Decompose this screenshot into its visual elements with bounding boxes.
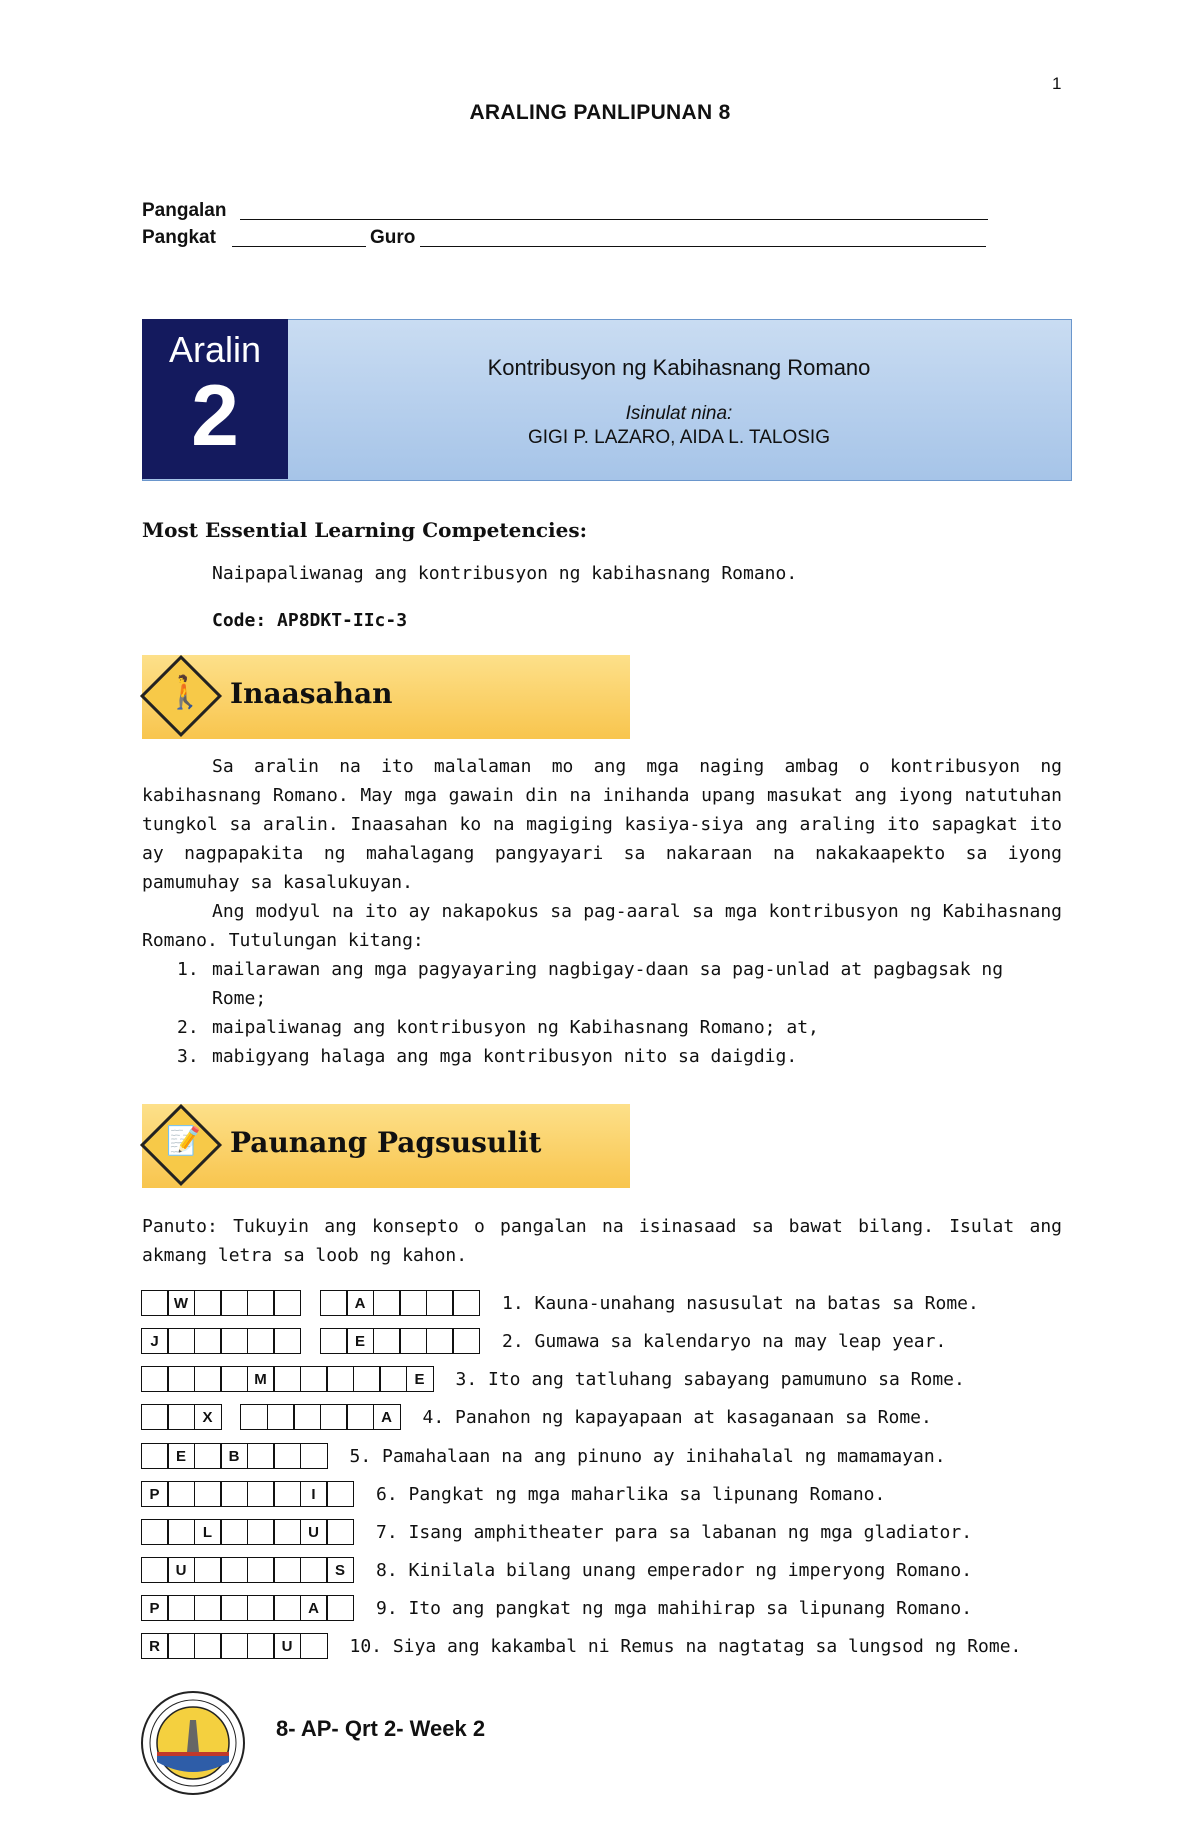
answer-box-group [142,1328,301,1354]
answer-box[interactable] [194,1557,222,1583]
footer-label: 8- AP- Qrt 2- Week 2 [276,1716,486,1741]
inaasahan-label: Inaasahan [230,677,393,710]
lesson-number: 2 [191,368,239,464]
answer-box[interactable] [194,1633,222,1659]
teacher-label: Guro [370,227,416,248]
answer-box[interactable]: I [300,1481,328,1507]
answer-box[interactable]: B [220,1443,248,1469]
answer-box[interactable]: W [167,1290,195,1316]
answer-box[interactable] [273,1290,301,1316]
answer-box[interactable] [194,1328,222,1354]
question-text: 3. Ito ang tatluhang sabayang pamumuno sa Rome. [455,1368,965,1390]
question-text: 8. Kinilala bilang unang emperador ng imperyong Romano. [376,1559,973,1581]
answer-box[interactable] [220,1633,248,1659]
answer-box[interactable] [141,1404,169,1430]
answer-box-group [142,1366,434,1392]
answer-box[interactable] [373,1290,401,1316]
answer-box[interactable] [320,1290,348,1316]
answer-box[interactable] [320,1328,348,1354]
answer-box-group [142,1633,328,1659]
question-text: 6. Pangkat ng mga maharlika sa lipunang Romano. [376,1483,886,1505]
teacher-field[interactable] [420,246,986,247]
list-item: 3. mabigyang halaga ang mga kontribusyon nito sa daigdig. [177,1046,798,1067]
answer-box[interactable] [452,1290,480,1316]
answer-box[interactable]: X [194,1404,222,1430]
quiz-row [142,1519,972,1545]
answer-box[interactable] [247,1519,275,1545]
answer-box[interactable]: E [346,1328,374,1354]
question-text: 7. Isang amphitheater para sa labanan ng mga gladiator. [376,1521,973,1543]
answer-box-group [321,1328,480,1354]
lesson-word: Aralin [168,329,262,370]
answer-box[interactable] [399,1328,427,1354]
answer-box[interactable] [141,1519,169,1545]
answer-box[interactable] [273,1481,301,1507]
answer-box[interactable] [194,1290,222,1316]
inaasahan-paragraph-2: Ang modyul na ito ay nakapokus sa pag-aaral sa mga kontribusyon ng Kabihasnang Romano. Tutulungan kitang: [142,901,1062,951]
competency-code: Code: AP8DKT-IIc-3 [212,610,408,631]
answer-box[interactable] [220,1328,248,1354]
quiz-row [142,1443,946,1469]
answer-box[interactable]: U [273,1633,301,1659]
answer-box[interactable] [247,1290,275,1316]
answer-box[interactable] [194,1366,222,1392]
answer-box[interactable] [273,1557,301,1583]
answer-box[interactable] [167,1633,195,1659]
question-text: 2. Gumawa sa kalendaryo na may leap year. [502,1330,947,1352]
answer-box[interactable]: P [141,1595,169,1621]
answer-box[interactable]: E [406,1366,434,1392]
test-head-icon: 📝 [166,1125,201,1156]
answer-box[interactable] [326,1595,354,1621]
answer-box[interactable] [220,1519,248,1545]
answer-box[interactable]: M [247,1366,275,1392]
answer-box[interactable] [247,1633,275,1659]
answer-box-group [142,1595,354,1621]
answer-box[interactable]: J [141,1328,169,1354]
pagsusulit-banner [142,1104,630,1188]
answer-box[interactable] [167,1328,195,1354]
question-text: 4. Panahon ng kapayapaan at kasaganaan sa Rome. [422,1406,932,1428]
answer-box[interactable] [167,1481,195,1507]
answer-box-group [321,1290,480,1316]
answer-box[interactable] [167,1595,195,1621]
answer-box[interactable] [220,1595,248,1621]
answer-box[interactable] [379,1366,407,1392]
answer-box[interactable] [247,1443,275,1469]
answer-box[interactable] [273,1595,301,1621]
competency-text: Naipapaliwanag ang kontribusyon ng kabihasnang Romano. [212,563,798,584]
quiz-row [142,1290,979,1316]
answer-box[interactable] [247,1328,275,1354]
answer-box-group [242,1404,401,1430]
answer-box-group [142,1481,354,1507]
answer-box[interactable] [141,1557,169,1583]
person-climbing-icon: 🚶 [165,674,205,710]
pagsusulit-label: Paunang Pagsusulit [230,1126,542,1159]
answer-box[interactable] [194,1481,222,1507]
answer-box[interactable] [300,1557,328,1583]
answer-box[interactable]: P [141,1481,169,1507]
answer-box[interactable] [194,1443,222,1469]
quiz-row [142,1557,972,1583]
lesson-info [288,319,1070,479]
question-text: 5. Pamahalaan na ang pinuno ay inihahalal ng mamamayan. [349,1445,946,1467]
name-field[interactable] [240,219,988,220]
answer-box[interactable] [240,1404,268,1430]
question-text: 10. Siya ang kakambal ni Remus na nagtatag sa lungsod ng Rome. [349,1635,1022,1657]
question-text: 9. Ito ang pangkat ng mga mahihirap sa lipunang Romano. [376,1597,973,1619]
answer-box[interactable] [273,1443,301,1469]
quiz-row [142,1404,932,1430]
section-field[interactable] [232,246,366,247]
answer-box-group [142,1404,222,1430]
inaasahan-paragraph-1: Sa aralin na ito malalaman mo ang mga naging ambag o kontribusyon ng kabihasnang Romano. May mga gawain din na inihanda upang masukat ang iyong natutuhan tungkol sa aralin. Inaasahan ko na magiging kasiya-siya ang araling ito sapagkat ito ay nagpapakita ng mahalagang pangyayari sa nakaraan na nakakaapekto sa iyong pamumuhay sa kasalukuyan. [142,756,1062,893]
instructions: Panuto: Tukuyin ang konsepto o pangalan na isinasaad sa bawat bilang. Isulat ang akmang letra sa loob ng kahon. [142,1216,1062,1266]
answer-box[interactable] [141,1290,169,1316]
answer-box[interactable]: U [300,1519,328,1545]
answer-box[interactable] [247,1595,275,1621]
schools-division-seal [140,1690,246,1796]
answer-box[interactable] [320,1404,348,1430]
answer-box[interactable] [300,1366,328,1392]
answer-box[interactable] [293,1404,321,1430]
answer-box[interactable]: A [373,1404,401,1430]
answer-box[interactable]: R [141,1633,169,1659]
answer-box[interactable] [452,1328,480,1354]
competencies-heading: Most Essential Learning Competencies: [142,518,588,542]
answer-box-group [142,1290,301,1316]
answer-box[interactable]: A [300,1595,328,1621]
quiz-row [142,1328,946,1354]
page-number: 1 [1052,74,1062,93]
answer-box[interactable] [353,1366,381,1392]
answer-box[interactable] [167,1519,195,1545]
answer-box[interactable] [141,1366,169,1392]
answer-box[interactable] [220,1557,248,1583]
answer-box[interactable] [326,1519,354,1545]
answer-box-group [142,1443,328,1469]
quiz-row [142,1633,1021,1659]
answer-box[interactable] [194,1595,222,1621]
answer-box[interactable] [373,1328,401,1354]
answer-box[interactable] [247,1557,275,1583]
answer-box[interactable] [220,1481,248,1507]
answer-box[interactable] [399,1290,427,1316]
lesson-number-block [142,319,288,479]
answer-box[interactable] [300,1633,328,1659]
list-item: 1. mailarawan ang mga pagyayaring nagbigay-daan sa pag-unlad at pagbagsak ng Rome; [177,959,1004,1009]
answer-box[interactable] [247,1481,275,1507]
answer-box[interactable]: S [326,1557,354,1583]
answer-box[interactable] [326,1366,354,1392]
seal-logo-icon [140,1690,246,1796]
answer-box[interactable] [273,1328,301,1354]
answer-box[interactable]: E [167,1443,195,1469]
answer-box-group [142,1519,354,1545]
quiz-row [142,1366,965,1392]
answer-box[interactable] [346,1404,374,1430]
answer-box[interactable] [220,1366,248,1392]
quiz-row [142,1481,885,1507]
answer-box[interactable] [141,1443,169,1469]
answer-box[interactable] [273,1519,301,1545]
quiz-row [142,1595,972,1621]
answer-box[interactable] [267,1404,295,1430]
answer-box[interactable] [300,1443,328,1469]
answer-box[interactable] [167,1404,195,1430]
answer-box[interactable]: L [194,1519,222,1545]
answer-box-group [142,1557,354,1583]
authors: GIGI P. LAZARO, AIDA L. TALOSIG [527,427,830,448]
objectives-list [142,955,1062,1071]
authors-label: Isinulat nina: [625,403,733,424]
document-title: ARALING PANLIPUNAN 8 [469,101,731,124]
question-text: 1. Kauna-unahang nasusulat na batas sa Rome. [502,1292,979,1314]
lesson-title: Kontribusyon ng Kabihasnang Romano [487,355,871,380]
answer-box[interactable] [326,1481,354,1507]
answer-box[interactable] [220,1290,248,1316]
inaasahan-banner [142,655,630,739]
answer-box[interactable]: A [346,1290,374,1316]
name-label: Pangalan [142,200,227,221]
answer-box[interactable] [273,1366,301,1392]
answer-box[interactable] [426,1328,454,1354]
section-label: Pangkat [142,227,216,248]
answer-box[interactable] [167,1366,195,1392]
list-item: 2. maipaliwanag ang kontribusyon ng Kabihasnang Romano; at, [177,1017,819,1038]
answer-box[interactable] [426,1290,454,1316]
answer-box[interactable]: U [167,1557,195,1583]
